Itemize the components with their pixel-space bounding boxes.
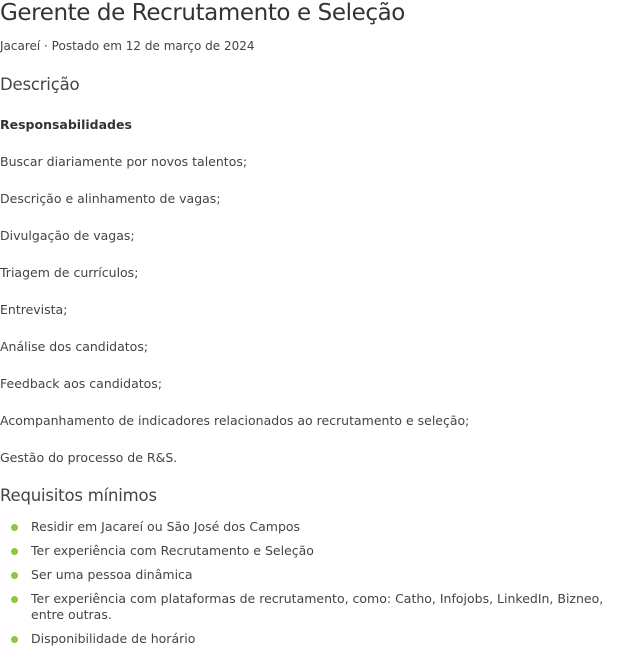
job-meta: Jacareí · Postado em 12 de março de 2024: [0, 39, 255, 53]
responsibility-item: Acompanhamento de indicadores relacionados ao recrutamento e seleção;: [0, 413, 470, 428]
responsibility-item: Gestão do processo de R&S.: [0, 450, 178, 465]
requirement-item: [0, 591, 629, 623]
bullet-dot-icon: [11, 524, 18, 531]
requirement-item: [0, 631, 629, 647]
requirement-item: [0, 519, 629, 535]
requirement-item: [0, 543, 629, 559]
bullet-dot-icon: [11, 596, 18, 603]
requirement-text: Ter experiência com plataformas de recrutamento, como: Catho, Infojobs, LinkedIn, Bizneo, entre outras.: [31, 591, 604, 622]
bullet-dot-icon: [11, 572, 18, 579]
bullet-dot-icon: [11, 548, 18, 555]
responsibility-item: Divulgação de vagas;: [0, 228, 135, 243]
responsibility-item: Descrição e alinhamento de vagas;: [0, 191, 221, 206]
responsibility-item: Análise dos candidatos;: [0, 339, 149, 354]
responsibilities-list: [0, 154, 469, 487]
responsibility-item: Triagem de currículos;: [0, 265, 139, 280]
responsibility-item: Feedback aos candidatos;: [0, 376, 163, 391]
requirements-list: [0, 519, 629, 655]
description-heading: Descrição: [0, 75, 80, 94]
requirement-text: Disponibilidade de horário: [31, 631, 196, 646]
requirements-heading: Requisitos mínimos: [0, 486, 157, 505]
job-title: Gerente de Recrutamento e Seleção: [0, 0, 405, 26]
bullet-dot-icon: [11, 636, 18, 643]
requirement-text: Residir em Jacareí ou São José dos Campos: [31, 519, 301, 534]
responsibilities-label: Responsabilidades: [0, 117, 132, 132]
responsibility-item: Entrevista;: [0, 302, 68, 317]
requirement-text: Ter experiência com Recrutamento e Seleção: [31, 543, 314, 558]
responsibility-item: Buscar diariamente por novos talentos;: [0, 154, 248, 169]
requirement-text: Ser uma pessoa dinâmica: [31, 567, 193, 582]
requirement-item: [0, 567, 629, 583]
